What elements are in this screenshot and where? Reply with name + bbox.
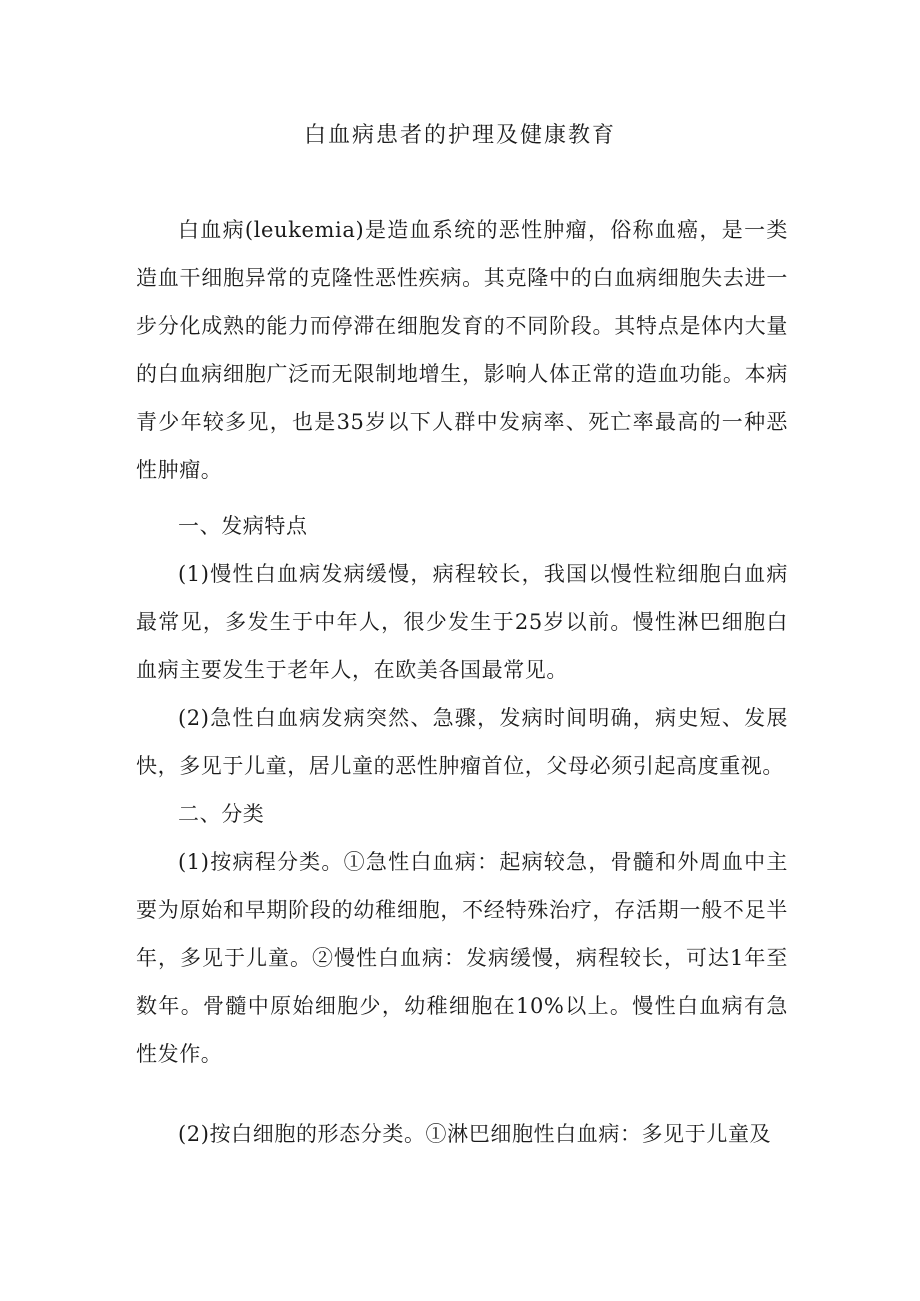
paragraph-acute-onset: (2)急性白血病发病突然、急骤，发病时间明确，病史短、发展快，多见于儿童，居儿童的恶性肿瘤首位，父母必须引起高度重视。 bbox=[136, 706, 788, 778]
intro-paragraph: 白血病(leukemia)是造血系统的恶性肿瘤，俗称血癌，是一类造血干细胞异常的克隆性恶性疾病。其克隆中的白血病细胞失去进一步分化成熟的能力而停滞在细胞发育的不同阶段。其特点是体内大量的白血病细胞广泛而无限制地增生，影响人体正常的造血功能。本病青少年较多见，也是35岁以下人群中发病率、死亡率最高的一种恶性肿瘤。 bbox=[136, 218, 788, 482]
paragraph-course-classification: (1)按病程分类。①急性白血病：起病较急，骨髓和外周血中主要为原始和早期阶段的幼稚细胞，不经特殊治疗，存活期一般不足半年，多见于儿童。②慢性白血病：发病缓慢，病程较长，可达1年至数年。骨髓中原始细胞少，幼稚细胞在10%以上。慢性白血病有急性发作。 bbox=[136, 850, 788, 1066]
paragraph-morphology-classification: (2)按白细胞的形态分类。①淋巴细胞性白血病：多见于儿童及 bbox=[178, 1122, 772, 1146]
document-title: 白血病患者的护理及健康教育 bbox=[303, 123, 616, 148]
section-heading-onset: 一、发病特点 bbox=[178, 514, 308, 538]
section-heading-classification: 二、分类 bbox=[178, 802, 265, 826]
paragraph-chronic-onset: (1)慢性白血病发病缓慢，病程较长，我国以慢性粒细胞白血病最常见，多发生于中年人，很少发生于25岁以前。慢性淋巴细胞白血病主要发生于老年人，在欧美各国最常见。 bbox=[136, 562, 788, 682]
